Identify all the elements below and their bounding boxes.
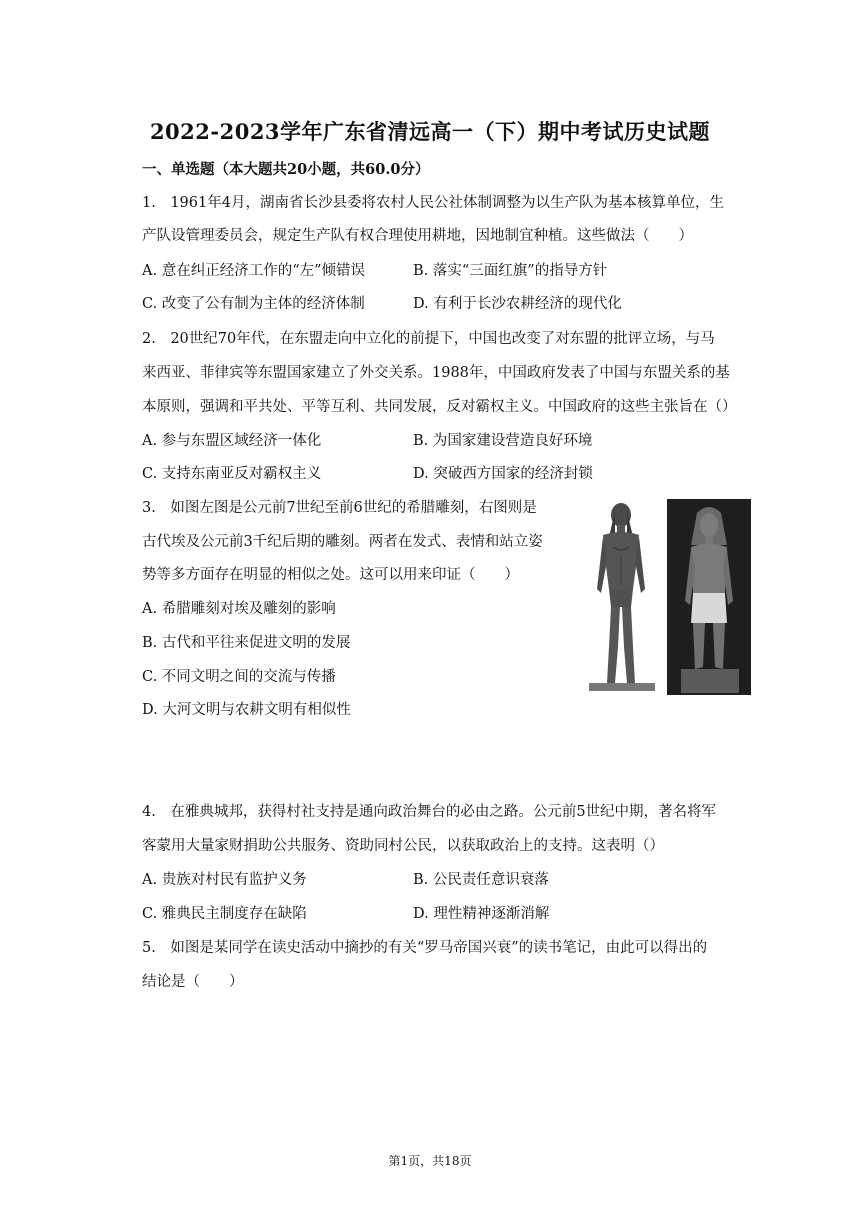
- question-2-line-3: 本原则，强调和平共处、平等互利、共同发展，反对霸权主义。中国政府的这些主张旨在（）: [142, 399, 737, 415]
- question-2-line-1: 2. 20世纪70年代，在东盟走向中立化的前提下，中国也改变了对东盟的批评立场，与马: [142, 331, 715, 347]
- question-2-line-2: 来西亚、菲律宾等东盟国家建立了外交关系。1988年，中国政府发表了中国与东盟关系的基: [142, 365, 730, 381]
- egyptian-statue-figure: [667, 499, 751, 695]
- sculpture-comparison-image: [585, 497, 755, 697]
- question-3-option-b: B. 古代和平往来促进文明的发展: [142, 635, 351, 651]
- question-3-line-3: 势等多方面存在明显的相似之处。这可以用来印证（ ）: [142, 567, 519, 583]
- question-2-option-a: A. 参与东盟区域经济一体化: [142, 433, 322, 449]
- question-4-option-b: B. 公民责任意识衰落: [413, 872, 549, 888]
- question-2-option-b: B. 为国家建设营造良好环境: [413, 433, 593, 449]
- section-heading: 一、单选题（本大题共20小题，共60.0分）: [142, 161, 430, 178]
- question-1-option-a: A. 意在纠正经济工作的“左”倾错误: [142, 263, 366, 279]
- page-title: 2022-2023学年广东省清远高一（下）期中考试历史试题: [149, 119, 711, 144]
- question-3-option-c: C. 不同文明之间的交流与传播: [142, 669, 336, 685]
- question-2-option-d: D. 突破西方国家的经济封锁: [413, 466, 593, 482]
- question-3-option-a: A. 希腊雕刻对埃及雕刻的影响: [142, 601, 336, 617]
- question-1-line-1: 1. 1961年4月，湖南省长沙县委将农村人民公社体制调整为以生产队为基本核算单位，生: [142, 195, 724, 211]
- question-5-line-2: 结论是（ ）: [142, 974, 244, 990]
- page-number-footer: 第1页，共18页: [388, 1154, 472, 1168]
- question-2-option-c: C. 支持东南亚反对霸权主义: [142, 466, 322, 482]
- question-3-line-1: 3. 如图左图是公元前7世纪至前6世纪的希腊雕刻，右图则是: [142, 500, 537, 516]
- question-3-option-d: D. 大河文明与农耕文明有相似性: [142, 702, 351, 718]
- question-5-line-1: 5. 如图是某同学在读史活动中摘抄的有关“罗马帝国兴衰”的读书笔记，由此可以得出的: [142, 940, 708, 956]
- question-1-option-c: C. 改变了公有制为主体的经济体制: [142, 296, 365, 312]
- question-1-line-2: 产队设管理委员会，规定生产队有权合理使用耕地，因地制宜种植。这些做法（ ）: [142, 228, 693, 244]
- question-4-option-d: D. 理性精神逐渐消解: [413, 906, 550, 922]
- question-4-option-a: A. 贵族对村民有监护义务: [142, 872, 307, 888]
- question-4-line-1: 4. 在雅典城邦，获得村社支持是通向政治舞台的必由之路。公元前5世纪中期，著名将军: [142, 804, 717, 820]
- question-4-option-c: C. 雅典民主制度存在缺陷: [142, 906, 307, 922]
- question-3-line-2: 古代埃及公元前3千纪后期的雕刻。两者在发式、表情和站立姿: [142, 534, 543, 550]
- question-1-option-d: D. 有利于长沙农耕经济的现代化: [413, 296, 622, 312]
- greek-kouros-figure: [589, 503, 655, 691]
- question-4-line-2: 客蒙用大量家财捐助公共服务、资助同村公民，以获取政治上的支持。这表明（）: [142, 838, 664, 854]
- question-1-option-b: B. 落实“三面红旗”的指导方针: [413, 263, 608, 279]
